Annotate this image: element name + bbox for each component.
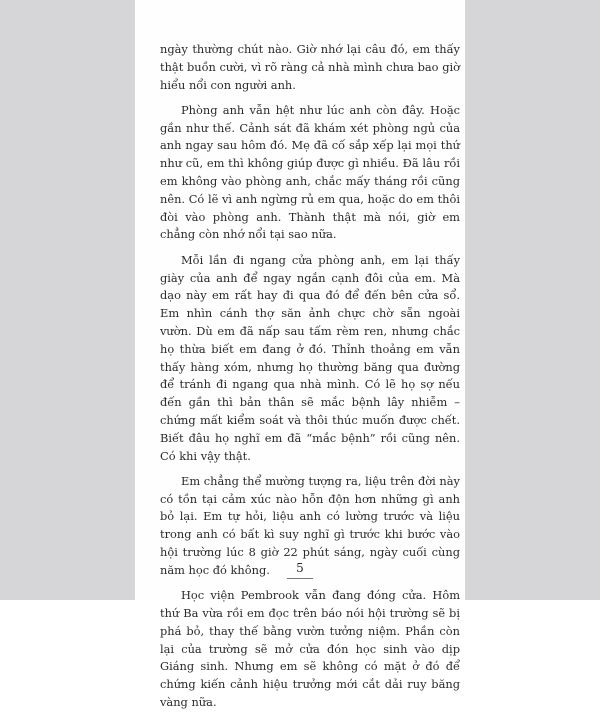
- page-number-underline: [287, 578, 313, 579]
- paragraph-1: ngày thường chút nào. Giờ nhớ lại câu đó, em thấy thật buồn cười, vì rõ ràng cả nhà mình chưa bao giờ hiểu nổi con người anh.: [160, 42, 460, 92]
- paragraph-4: Em chẳng thể mường tượng ra, liệu trên đời này có tồn tại cảm xúc nào hỗn độn hơn những gì anh bỏ lại. Em tự hỏi, liệu anh có lường trước và liệu trong anh có bất kì suy nghĩ gì trước khi bước vào hội trường lúc 8 giờ 22 phút sáng, ngày cuối cùng năm học đó không.: [160, 473, 460, 577]
- page-number: 5: [296, 561, 304, 575]
- paragraph-3: Mỗi lần đi ngang cửa phòng anh, em lại thấy giày của anh để ngay ngắn cạnh đôi của em. Mà dạo này em rất hay đi qua đó để đến bên cửa sổ. Em nhìn cánh thợ săn ảnh chực chờ sẵn ngoài vườn. Dù em đã nấp sau tấm rèm ren, nhưng chắc họ thừa biết em đang ở đó. Thỉnh thoảng em vẫn thấy hàng xóm, nhưng họ thường băng qua đường để tránh đi ngang qua nhà mình. Có lẽ họ sợ nếu đến gần thì bản thân sẽ mắc bệnh lây nhiễm – chứng mất kiểm soát và thôi thúc muốn được chết. Biết đâu họ nghĩ em đã “mắc bệnh” rồi cũng nên. Có khi vậy thật.: [160, 252, 460, 463]
- background-right: [465, 0, 600, 600]
- paragraph-5: Học viện Pembrook vẫn đang đóng cửa. Hôm thứ Ba vừa rồi em đọc trên báo nói hội trường sẽ bị phá bỏ, thay thế bằng vườn tưởng niệm. Phần còn lại của trường sẽ mở cửa đón học sinh vào dịp Giáng sinh. Nhưng em sẽ không có mặt ở đó để chứng kiến cảnh hiệu trưởng mới cắt dải ruy băng vàng nữa.: [160, 588, 460, 709]
- paragraph-2: Phòng anh vẫn hệt như lúc anh còn đây. Hoặc gần như thế. Cảnh sát đã khám xét phòng ngủ của anh ngay sau hôm đó. Mẹ đã cố sắp xếp lại mọi thứ như cũ, em thì không giúp được gì nhiều. Đã lâu rồi em không vào phòng anh, chắc mấy tháng rồi cũng nên. Có lẽ vì anh ngừng rủ em qua, hoặc do em thôi đòi vào phòng anh. Thành thật mà nói, giờ em chẳng còn nhớ nổi tại sao nữa.: [160, 102, 460, 242]
- background-left: [0, 0, 135, 600]
- body-text: [160, 41, 460, 719]
